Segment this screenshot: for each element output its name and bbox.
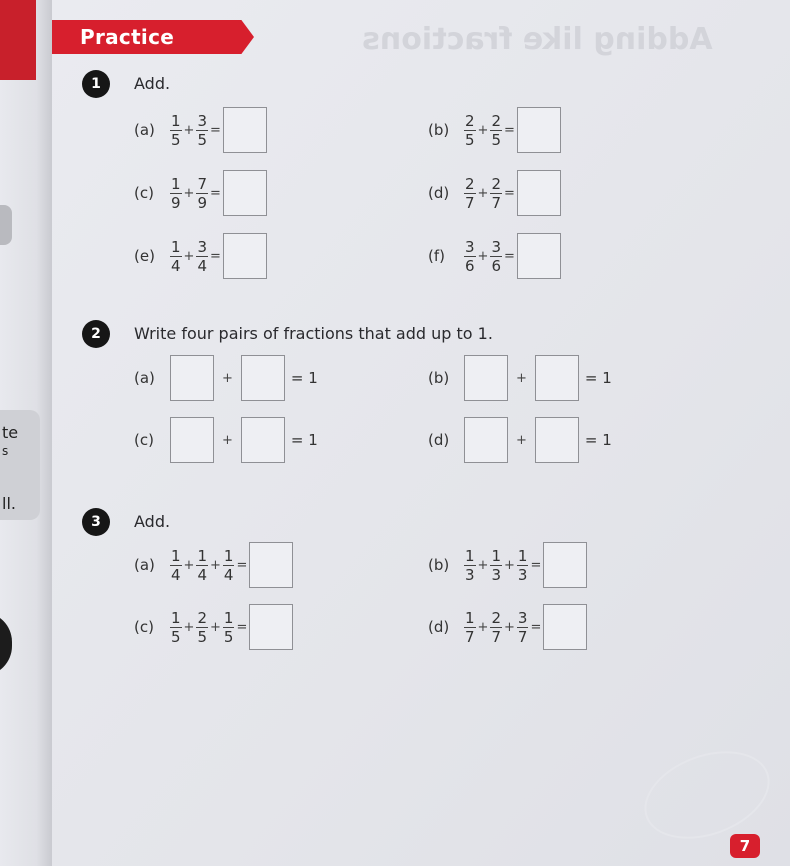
fraction-numerator: 1	[465, 608, 475, 627]
adjacent-left-page	[0, 0, 52, 866]
fraction-denominator: 3	[465, 565, 475, 584]
equals-sign: =	[210, 248, 221, 264]
fraction	[490, 239, 502, 274]
fraction	[170, 176, 182, 211]
fraction-denominator: 3	[517, 565, 528, 584]
answer-box[interactable]	[464, 355, 508, 401]
fraction-denominator: 9	[197, 193, 207, 212]
answer-box[interactable]	[249, 604, 293, 650]
plus-sign: +	[477, 557, 489, 573]
left-page-text-fragment: s	[2, 444, 9, 458]
question-instruction: Add.	[134, 74, 171, 93]
fraction-numerator: 2	[491, 608, 501, 627]
fraction-denominator: 5	[171, 130, 181, 149]
answer-box[interactable]	[517, 233, 561, 279]
plus-sign: +	[183, 619, 195, 635]
fraction	[196, 610, 208, 645]
section-title: Practice	[80, 25, 175, 49]
plus-sign: +	[183, 248, 195, 264]
fraction	[464, 548, 476, 583]
sum-equals-one: = 1	[584, 369, 612, 387]
exercise-item	[134, 602, 293, 652]
fraction	[464, 113, 476, 148]
fraction	[517, 610, 529, 645]
exercise-item	[428, 540, 587, 590]
exercise-item	[134, 231, 267, 281]
answer-box[interactable]	[543, 542, 587, 588]
left-page-dark-shape	[0, 612, 12, 676]
fraction-denominator: 7	[517, 627, 528, 646]
item-label: (a)	[134, 369, 155, 387]
question-instruction: Write four pairs of fractions that add up to 1.	[134, 324, 493, 343]
exercise-item	[134, 415, 318, 465]
fraction-numerator: 1	[171, 237, 181, 256]
page-number-badge: 7	[730, 834, 760, 858]
fraction-denominator: 4	[197, 256, 207, 275]
fraction-numerator: 1	[197, 546, 207, 565]
plus-sign: +	[183, 185, 195, 201]
answer-box[interactable]	[535, 417, 579, 463]
equals-sign: =	[530, 619, 542, 635]
fraction-numerator: 2	[491, 111, 501, 130]
fraction-numerator: 7	[197, 174, 207, 193]
fraction-numerator: 3	[197, 111, 207, 130]
answer-box[interactable]	[535, 355, 579, 401]
fraction	[196, 176, 208, 211]
fraction	[490, 548, 502, 583]
answer-box[interactable]	[249, 542, 293, 588]
exercise-item	[134, 105, 267, 155]
fraction	[464, 610, 476, 645]
left-page-red-bar	[0, 0, 36, 80]
fraction-numerator: 1	[223, 608, 234, 627]
fraction	[170, 548, 182, 583]
fraction	[170, 113, 182, 148]
plus-sign: +	[477, 248, 489, 264]
fraction	[490, 610, 502, 645]
item-label: (c)	[134, 618, 154, 636]
question-number-badge: 1	[82, 70, 110, 98]
sum-equals-one: = 1	[290, 431, 318, 449]
equals-sign: =	[236, 557, 248, 573]
left-page-grey-tab	[0, 205, 12, 245]
fraction-numerator: 2	[491, 174, 501, 193]
fraction-denominator: 5	[223, 627, 234, 646]
fraction	[464, 239, 476, 274]
fraction-numerator: 3	[465, 237, 475, 256]
fraction-numerator: 1	[171, 608, 181, 627]
exercise-item	[428, 602, 587, 652]
answer-box[interactable]	[170, 417, 214, 463]
fraction	[490, 176, 502, 211]
answer-box[interactable]	[464, 417, 508, 463]
fraction	[223, 610, 235, 645]
fraction-denominator: 4	[197, 565, 207, 584]
fraction-numerator: 1	[491, 546, 501, 565]
fraction-denominator: 4	[223, 565, 234, 584]
fraction-numerator: 1	[171, 174, 181, 193]
fraction-numerator: 1	[171, 546, 181, 565]
fraction-numerator: 2	[465, 174, 475, 193]
left-page-text-fragment: te	[2, 423, 19, 442]
fraction-denominator: 5	[465, 130, 475, 149]
answer-box[interactable]	[543, 604, 587, 650]
item-label: (a)	[134, 556, 155, 574]
exercise-item	[428, 168, 561, 218]
plus-sign: +	[477, 619, 489, 635]
fraction-denominator: 5	[171, 627, 181, 646]
fraction-denominator: 7	[465, 193, 475, 212]
equals-sign: =	[530, 557, 542, 573]
question-number-badge: 2	[82, 320, 110, 348]
fraction-denominator: 4	[171, 565, 181, 584]
fraction-denominator: 6	[491, 256, 501, 275]
fraction	[223, 548, 235, 583]
equals-sign: =	[504, 122, 515, 138]
equals-sign: =	[210, 122, 221, 138]
worksheet-page	[52, 0, 790, 866]
item-label: (c)	[134, 184, 154, 202]
plus-sign: +	[504, 557, 515, 573]
item-label: (d)	[428, 184, 450, 202]
fraction-denominator: 7	[491, 627, 501, 646]
item-label: (b)	[428, 556, 450, 574]
fraction-denominator: 9	[171, 193, 181, 212]
answer-box[interactable]	[223, 107, 267, 153]
fraction-denominator: 3	[491, 565, 501, 584]
equals-sign: =	[504, 185, 515, 201]
fraction-denominator: 6	[465, 256, 475, 275]
exercise-item	[428, 231, 561, 281]
fraction-numerator: 1	[517, 546, 528, 565]
plus-sign: +	[516, 370, 527, 386]
answer-box[interactable]	[170, 355, 214, 401]
question-number-badge: 3	[82, 508, 110, 536]
fraction	[170, 610, 182, 645]
item-label: (f)	[428, 247, 445, 265]
plus-sign: +	[477, 185, 489, 201]
exercise-item	[134, 353, 318, 403]
equals-sign: =	[236, 619, 248, 635]
exercise-item	[428, 415, 612, 465]
plus-sign: +	[210, 619, 221, 635]
fraction-numerator: 1	[223, 546, 234, 565]
answer-box[interactable]	[241, 355, 285, 401]
plus-sign: +	[477, 122, 489, 138]
bleed-through-title: Adding like fractions	[362, 22, 713, 57]
plus-sign: +	[210, 557, 221, 573]
fraction-denominator: 5	[197, 130, 207, 149]
fraction-numerator: 2	[465, 111, 475, 130]
answer-box[interactable]	[517, 170, 561, 216]
answer-box[interactable]	[517, 107, 561, 153]
fraction-numerator: 3	[197, 237, 207, 256]
sum-equals-one: = 1	[290, 369, 318, 387]
fraction	[170, 239, 182, 274]
item-label: (d)	[428, 431, 450, 449]
plus-sign: +	[222, 432, 233, 448]
fraction-numerator: 3	[517, 608, 528, 627]
plus-sign: +	[222, 370, 233, 386]
fraction-numerator: 1	[465, 546, 475, 565]
fraction	[196, 113, 208, 148]
plus-sign: +	[183, 122, 195, 138]
question-instruction: Add.	[134, 512, 171, 531]
fraction-numerator: 1	[171, 111, 181, 130]
plus-sign: +	[504, 619, 515, 635]
fraction	[196, 239, 208, 274]
fraction-denominator: 7	[465, 627, 475, 646]
plus-sign: +	[516, 432, 527, 448]
equals-sign: =	[504, 248, 515, 264]
equals-sign: =	[210, 185, 221, 201]
fraction-denominator: 5	[197, 627, 207, 646]
item-label: (d)	[428, 618, 450, 636]
item-label: (e)	[134, 247, 155, 265]
answer-box[interactable]	[223, 170, 267, 216]
item-label: (b)	[428, 121, 450, 139]
answer-box[interactable]	[223, 233, 267, 279]
plus-sign: +	[183, 557, 195, 573]
fraction-numerator: 2	[197, 608, 207, 627]
fraction-denominator: 4	[171, 256, 181, 275]
sum-equals-one: = 1	[584, 431, 612, 449]
fraction-denominator: 7	[491, 193, 501, 212]
exercise-item	[428, 105, 561, 155]
fraction	[490, 113, 502, 148]
item-label: (a)	[134, 121, 155, 139]
left-page-text-fragment: ll.	[2, 494, 16, 513]
fraction	[196, 548, 208, 583]
item-label: (b)	[428, 369, 450, 387]
fraction-numerator: 3	[491, 237, 501, 256]
exercise-item	[428, 353, 612, 403]
exercise-item	[134, 168, 267, 218]
item-label: (c)	[134, 431, 154, 449]
fraction	[464, 176, 476, 211]
fraction-denominator: 5	[491, 130, 501, 149]
exercise-item	[134, 540, 293, 590]
fraction	[517, 548, 529, 583]
answer-box[interactable]	[241, 417, 285, 463]
